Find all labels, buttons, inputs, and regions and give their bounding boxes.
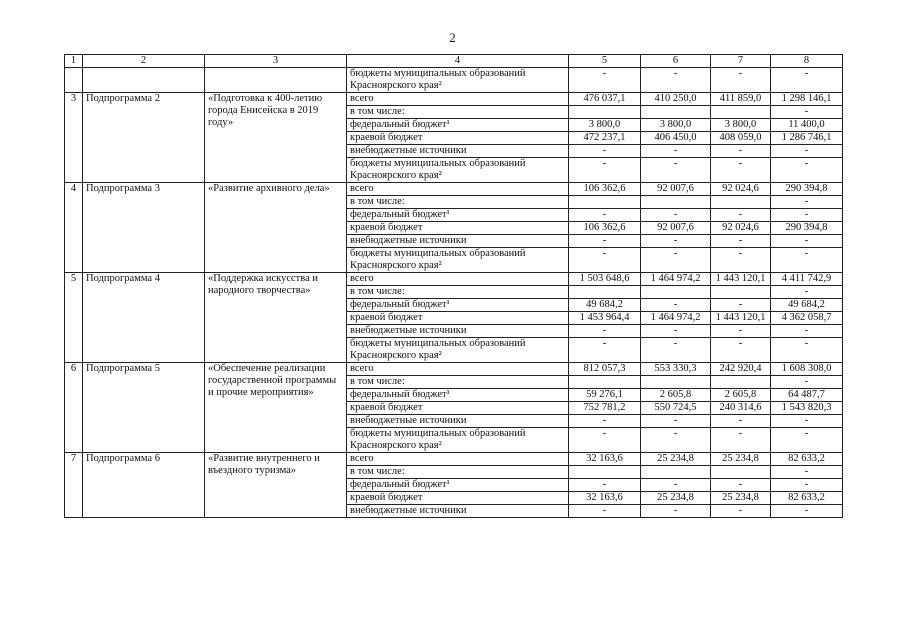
value-cell: - [771,505,843,518]
value-cell: 406 450,0 [641,132,711,145]
value-cell: 32 163,6 [569,492,641,505]
value-cell: 4 362 058,7 [771,312,843,325]
value-cell: - [711,145,771,158]
value-cell: - [569,325,641,338]
value-cell: - [711,158,771,183]
value-cell: - [771,428,843,453]
value-cell: - [569,235,641,248]
program-name: Подпрограмма 5 [83,363,205,453]
program-title: «Подготовка к 400-летию города Енисейска в 2019 году» [205,93,347,183]
funding-source: федеральный бюджет¹ [347,479,569,492]
funding-source: всего [347,93,569,106]
header-cell: 4 [347,55,569,68]
value-cell: 3 800,0 [711,119,771,132]
value-cell: 1 443 120,1 [711,273,771,286]
value-cell: 2 605,8 [711,389,771,402]
value-cell: 290 394,8 [771,222,843,235]
value-cell [569,466,641,479]
value-cell: 25 234,8 [711,492,771,505]
value-cell: 472 237,1 [569,132,641,145]
funding-source: федеральный бюджет¹ [347,299,569,312]
value-cell: 59 276,1 [569,389,641,402]
funding-source: в том числе: [347,286,569,299]
value-cell: 240 314,6 [711,402,771,415]
value-cell: 92 024,6 [711,222,771,235]
value-cell: - [711,428,771,453]
header-cell: 6 [641,55,711,68]
funding-source: краевой бюджет [347,492,569,505]
value-cell: - [771,479,843,492]
program-name: Подпрограмма 3 [83,183,205,273]
value-cell: 553 330,3 [641,363,711,376]
funding-source: внебюджетные источники [347,325,569,338]
page-number: 2 [449,30,456,45]
value-cell: - [771,325,843,338]
program-title: «Поддержка искусства и народного творчества» [205,273,347,363]
value-cell: 410 250,0 [641,93,711,106]
value-cell: 11 400,0 [771,119,843,132]
value-cell: - [641,338,711,363]
value-cell [711,286,771,299]
value-cell [641,286,711,299]
value-cell: 49 684,2 [771,299,843,312]
value-cell [641,106,711,119]
value-cell: - [711,209,771,222]
program-row [65,453,843,466]
value-cell: - [771,209,843,222]
value-cell [569,286,641,299]
value-cell: 4 411 742,9 [771,273,843,286]
funding-source: всего [347,183,569,196]
value-cell: 25 234,8 [641,492,711,505]
value-cell: 1 464 974,2 [641,312,711,325]
value-cell: - [641,299,711,312]
program-name: Подпрограмма 6 [83,453,205,518]
funding-source: всего [347,363,569,376]
value-cell: 476 037,1 [569,93,641,106]
value-cell: - [641,68,711,93]
empty-cell [65,68,83,93]
continuation-row [65,68,843,93]
value-cell [711,376,771,389]
value-cell: - [771,376,843,389]
value-cell: 32 163,6 [569,453,641,466]
value-cell: 2 605,8 [641,389,711,402]
value-cell: 1 453 964,4 [569,312,641,325]
value-cell: 1 298 146,1 [771,93,843,106]
value-cell: 3 800,0 [569,119,641,132]
program-number: 6 [65,363,83,453]
value-cell: - [641,248,711,273]
value-cell: 64 487,7 [771,389,843,402]
funding-source: внебюджетные источники [347,145,569,158]
value-cell [569,106,641,119]
value-cell: - [641,325,711,338]
funding-source: краевой бюджет [347,402,569,415]
value-cell: 25 234,8 [711,453,771,466]
program-row [65,363,843,376]
program-title: «Обеспечение реализации государственной программы и прочие мероприятия» [205,363,347,453]
value-cell [711,196,771,209]
value-cell: 1 464 974,2 [641,273,711,286]
header-cell: 3 [205,55,347,68]
funding-source: федеральный бюджет¹ [347,209,569,222]
value-cell: 550 724,5 [641,402,711,415]
value-cell: - [569,505,641,518]
value-cell: - [641,479,711,492]
value-cell: 92 007,6 [641,183,711,196]
table-body [65,55,843,518]
header-cell: 7 [711,55,771,68]
value-cell: 82 633,2 [771,453,843,466]
value-cell: - [711,325,771,338]
value-cell [641,466,711,479]
value-cell: 92 024,6 [711,183,771,196]
value-cell: - [771,248,843,273]
funding-source: краевой бюджет [347,222,569,235]
empty-cell [83,68,205,93]
program-number: 4 [65,183,83,273]
header-cell: 5 [569,55,641,68]
value-cell: - [569,479,641,492]
program-name: Подпрограмма 2 [83,93,205,183]
value-cell: - [569,428,641,453]
value-cell: - [641,158,711,183]
value-cell: 106 362,6 [569,222,641,235]
funding-source: бюджеты муниципальных образований Красноярского края² [347,428,569,453]
value-cell: - [569,68,641,93]
value-cell: - [711,248,771,273]
value-cell: - [641,235,711,248]
value-cell: - [641,415,711,428]
program-name: Подпрограмма 4 [83,273,205,363]
value-cell: - [569,209,641,222]
value-cell: - [641,209,711,222]
program-number: 5 [65,273,83,363]
value-cell: - [771,415,843,428]
value-cell: - [569,248,641,273]
value-cell: - [771,235,843,248]
value-cell: 812 057,3 [569,363,641,376]
program-row [65,183,843,196]
value-cell: - [771,338,843,363]
value-cell [711,466,771,479]
value-cell: - [641,145,711,158]
value-cell: - [771,145,843,158]
header-row [65,55,843,68]
value-cell [641,376,711,389]
funding-source: бюджеты муниципальных образований Красноярского края² [347,248,569,273]
value-cell: 242 920,4 [711,363,771,376]
value-cell: - [711,479,771,492]
value-cell: - [711,235,771,248]
value-cell: 92 007,6 [641,222,711,235]
value-cell: 752 781,2 [569,402,641,415]
value-cell: 49 684,2 [569,299,641,312]
funding-source: в том числе: [347,466,569,479]
program-row [65,273,843,286]
value-cell: 1 286 746,1 [771,132,843,145]
value-cell: - [569,415,641,428]
value-cell [569,196,641,209]
value-cell: 1 543 820,3 [771,402,843,415]
funding-source: бюджеты муниципальных образований Красноярского края² [347,158,569,183]
funding-source: всего [347,453,569,466]
header-cell: 8 [771,55,843,68]
value-cell: - [569,145,641,158]
value-cell: 408 059,0 [711,132,771,145]
value-cell [711,106,771,119]
value-cell: - [771,286,843,299]
program-title: «Развитие внутреннего и въездного туризма» [205,453,347,518]
value-cell: - [711,338,771,363]
value-cell: - [771,466,843,479]
funding-source: федеральный бюджет¹ [347,389,569,402]
funding-source: бюджеты муниципальных образований Красноярского края² [347,68,569,93]
program-number: 3 [65,93,83,183]
value-cell: - [771,158,843,183]
value-cell: 3 800,0 [641,119,711,132]
funding-source: в том числе: [347,196,569,209]
funding-source: внебюджетные источники [347,235,569,248]
header-cell: 2 [83,55,205,68]
funding-source: всего [347,273,569,286]
value-cell: - [569,158,641,183]
funding-source: внебюджетные источники [347,415,569,428]
value-cell: - [711,415,771,428]
value-cell: 82 633,2 [771,492,843,505]
header-cell: 1 [65,55,83,68]
funding-source: краевой бюджет [347,132,569,145]
value-cell: 290 394,8 [771,183,843,196]
value-cell [641,196,711,209]
value-cell: - [771,106,843,119]
value-cell: - [711,299,771,312]
value-cell: 1 608 308,0 [771,363,843,376]
value-cell: - [641,505,711,518]
value-cell [569,376,641,389]
value-cell: 1 503 648,6 [569,273,641,286]
program-title: «Развитие архивного дела» [205,183,347,273]
value-cell: - [771,196,843,209]
funding-source: федеральный бюджет¹ [347,119,569,132]
funding-source: в том числе: [347,106,569,119]
funding-source: внебюджетные источники [347,505,569,518]
funding-source: бюджеты муниципальных образований Красноярского края² [347,338,569,363]
value-cell: - [641,428,711,453]
funding-source: краевой бюджет [347,312,569,325]
program-number: 7 [65,453,83,518]
value-cell: 25 234,8 [641,453,711,466]
value-cell: 1 443 120,1 [711,312,771,325]
value-cell: - [771,68,843,93]
budget-table [64,54,843,518]
value-cell: - [711,68,771,93]
value-cell: 106 362,6 [569,183,641,196]
value-cell: - [569,338,641,363]
empty-cell [205,68,347,93]
program-row [65,93,843,106]
funding-source: в том числе: [347,376,569,389]
value-cell: - [711,505,771,518]
value-cell: 411 859,0 [711,93,771,106]
